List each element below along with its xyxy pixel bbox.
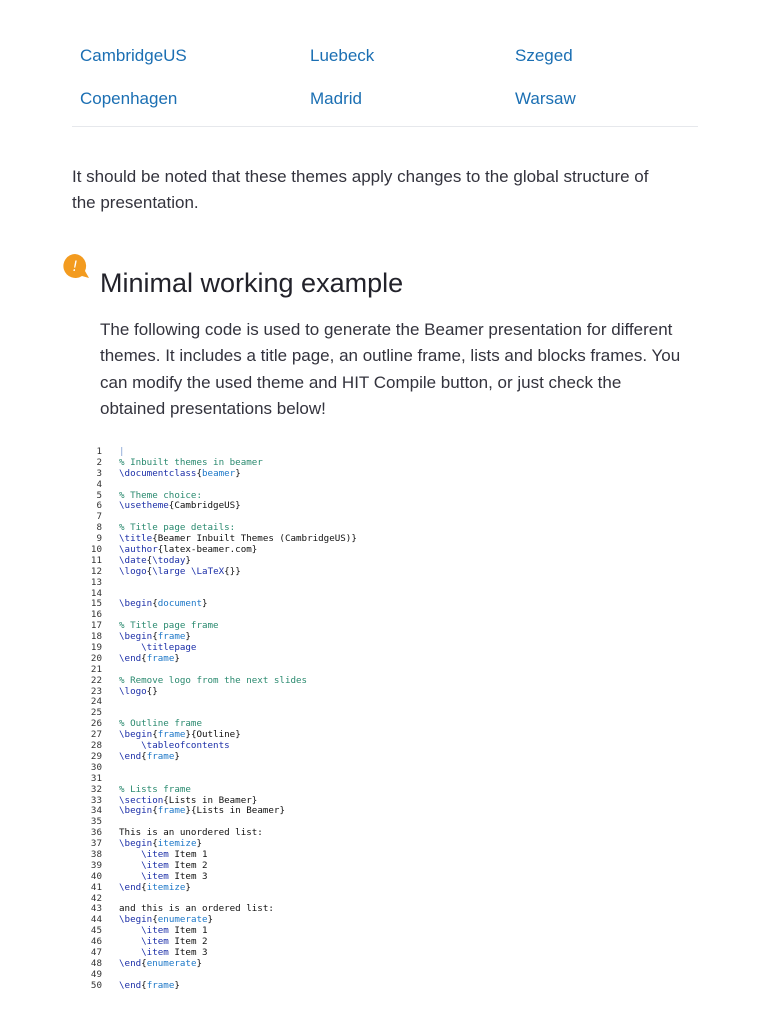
code-token: beamer (202, 467, 236, 479)
code-token: { (141, 979, 147, 989)
code-token: \begin (119, 729, 153, 741)
code-token (119, 849, 141, 860)
code-token: }{Lists in Beamer} (185, 805, 285, 817)
code-token: Item 1 (168, 925, 208, 937)
code-token: Item 3 (168, 870, 208, 882)
code-token (119, 936, 141, 947)
line-number: 2 (96, 456, 102, 468)
code-token: { (152, 805, 158, 817)
code-token: % Remove logo from the next slides (119, 674, 308, 686)
theme-link-madrid[interactable]: Madrid (310, 88, 362, 108)
code-token: {} (146, 685, 158, 697)
code-text (119, 806, 285, 817)
theme-link-copenhagen[interactable]: Copenhagen (80, 88, 178, 108)
code-token: } (174, 652, 180, 664)
line-number: 35 (90, 816, 102, 828)
line-number: 15 (90, 598, 102, 610)
code-token: \section (119, 794, 164, 806)
code-token: \author (119, 544, 158, 556)
code-token: % Outline frame (119, 718, 202, 730)
line-number: 17 (90, 620, 102, 632)
code-text (119, 687, 158, 698)
code-token: \usetheme (119, 500, 169, 512)
line-number: 20 (90, 652, 102, 664)
line-number: 10 (90, 544, 102, 556)
code-token: \date (119, 554, 147, 566)
line-number: 44 (90, 914, 102, 926)
code-token: document (157, 598, 203, 610)
code-text (119, 469, 241, 480)
code-token: \begin (119, 805, 153, 817)
line-number: 34 (90, 805, 102, 817)
code-token: \logo (119, 685, 147, 697)
code-token: frame (146, 750, 175, 762)
code-token: { (141, 750, 147, 762)
code-token: \end (119, 750, 142, 762)
line-number: 40 (90, 870, 102, 882)
code-token: { (196, 467, 202, 479)
code-token: Item 3 (168, 946, 208, 958)
code-token: { (152, 729, 158, 741)
line-number: 28 (90, 740, 102, 752)
code-token: \end (119, 979, 142, 989)
line-number: 45 (90, 925, 102, 937)
code-token: \tableofcontents (141, 740, 230, 752)
code-token: % Lists frame (119, 783, 191, 795)
line-number: 42 (90, 892, 102, 904)
code-token: \begin (119, 914, 153, 926)
line-number: 13 (90, 576, 102, 588)
code-line (82, 654, 682, 665)
line-number: 16 (90, 609, 102, 621)
code-token: { (152, 631, 158, 643)
code-token: enumerate (146, 957, 197, 969)
code-token: \today (152, 554, 186, 566)
themes-table (72, 34, 698, 127)
code-line (82, 806, 682, 817)
line-number: 19 (90, 642, 102, 654)
code-token (119, 740, 141, 751)
theme-link-warsaw[interactable]: Warsaw (515, 88, 576, 108)
code-token: { (152, 838, 158, 850)
code-token: \item (141, 946, 169, 958)
code-token: \end (119, 881, 142, 893)
code-token: \item (141, 936, 169, 948)
code-text (119, 883, 191, 894)
code-token: itemize (157, 838, 197, 850)
code-token: {latex-beamer.com} (157, 544, 258, 556)
code-token: Item 1 (168, 848, 208, 860)
code-editor[interactable] (82, 447, 682, 989)
code-token: } (185, 554, 191, 566)
code-line (82, 883, 682, 894)
code-token: \end (119, 957, 142, 969)
code-token: {Beamer Inbuilt Themes (CambridgeUS)} (152, 533, 357, 545)
section-intro: The following code is used to generate the Beamer presentation for different themes. It includes a title page, an outline frame, lists and blocks frames. You can modify the used theme and HIT Compile button, or just check the obtained presentations below! (100, 320, 681, 419)
line-number: 36 (90, 827, 102, 839)
code-token: frame (157, 729, 186, 741)
line-number: 39 (90, 859, 102, 871)
line-number: 24 (90, 696, 102, 708)
line-number: 4 (96, 478, 102, 490)
line-number: 27 (90, 729, 102, 741)
code-line (82, 469, 682, 480)
code-text (119, 599, 208, 610)
code-token: Item 2 (168, 936, 208, 948)
code-token: frame (157, 805, 186, 817)
line-number: 50 (90, 979, 102, 989)
code-token: } (196, 957, 203, 969)
line-number: 12 (90, 565, 102, 577)
theme-link-luebeck[interactable]: Luebeck (310, 45, 375, 65)
code-line (82, 959, 682, 970)
line-number: 3 (96, 467, 102, 479)
code-token (119, 947, 141, 958)
code-token: \begin (119, 598, 153, 610)
code-token: {Lists in Beamer} (163, 794, 258, 806)
code-token: itemize (146, 881, 186, 893)
code-token: } (174, 750, 180, 762)
theme-link-szeged[interactable]: Szeged (515, 45, 573, 65)
code-token: frame (146, 652, 175, 664)
code-token: % Title page frame (119, 620, 219, 632)
code-line (82, 676, 682, 687)
line-number: 37 (90, 838, 102, 850)
code-text (119, 752, 180, 763)
line-number: 8 (96, 522, 102, 534)
code-token: } (207, 914, 214, 926)
info-bubble-glyph: ! (72, 259, 78, 275)
code-token: \large (152, 565, 186, 577)
code-line (82, 763, 682, 774)
code-token: \item (141, 870, 169, 882)
code-token: } (185, 881, 191, 893)
line-number: 1 (96, 447, 102, 457)
code-token: \item (141, 925, 169, 937)
code-line (82, 567, 682, 578)
line-number: 41 (90, 881, 102, 893)
code-token: \begin (119, 631, 153, 643)
line-number: 18 (90, 631, 102, 643)
code-token: \title (119, 533, 153, 545)
code-token: frame (146, 979, 175, 989)
line-number: 7 (96, 511, 102, 523)
line-number: 33 (90, 794, 102, 806)
code-token: } (196, 838, 203, 850)
code-text (119, 654, 180, 665)
code-token: { (146, 554, 153, 566)
line-number: 30 (90, 761, 102, 773)
code-line (82, 578, 682, 589)
code-token: Item 2 (168, 859, 208, 871)
line-number: 9 (96, 533, 102, 545)
code-line (82, 981, 682, 989)
code-token (119, 871, 141, 882)
code-token (119, 860, 141, 871)
code-token: frame (157, 631, 186, 643)
line-number: 14 (90, 587, 102, 599)
code-token: % Title page details: (119, 522, 236, 534)
code-token: { (141, 881, 147, 893)
line-number: 21 (90, 663, 102, 675)
line-number: 49 (90, 968, 102, 980)
code-token (119, 642, 141, 653)
code-token: enumerate (157, 914, 208, 926)
code-token: \logo (119, 565, 147, 577)
line-number: 6 (96, 500, 102, 512)
line-number: 46 (90, 936, 102, 948)
info-bubble-icon[interactable] (62, 253, 90, 279)
theme-link-cambridgeus[interactable]: CambridgeUS (80, 45, 187, 65)
line-number: 29 (90, 750, 102, 762)
line-number: 43 (90, 903, 102, 915)
code-line (82, 697, 682, 708)
code-token: }{Outline} (185, 729, 241, 741)
code-token: { (152, 914, 158, 926)
code-token: | (119, 447, 125, 457)
code-text (119, 567, 241, 578)
code-text (119, 981, 180, 989)
code-token: and this is an ordered list: (119, 903, 274, 915)
line-number: 47 (90, 946, 102, 958)
line-number: 48 (90, 957, 102, 969)
code-token: \item (141, 848, 169, 860)
code-token: } (185, 631, 191, 643)
section-title: Minimal working example (100, 268, 404, 298)
code-line (82, 501, 682, 512)
code-token: } (235, 467, 241, 479)
code-token: } (174, 979, 180, 989)
code-token: {}} (224, 565, 241, 577)
code-token: \documentclass (119, 467, 197, 479)
code-token: { (141, 652, 147, 664)
line-number: 11 (90, 554, 102, 566)
code-text (119, 959, 202, 970)
line-number: 32 (90, 783, 102, 795)
code-token: \item (141, 859, 169, 871)
code-token: \begin (119, 838, 153, 850)
code-line (82, 752, 682, 763)
line-number: 31 (90, 772, 102, 784)
code-token (119, 925, 141, 936)
themes-note: It should be noted that these themes apply changes to the global structure of the presentation. (72, 167, 649, 212)
themes-row (72, 34, 698, 77)
code-line (82, 687, 682, 698)
code-token: % Inbuilt themes in beamer (119, 456, 263, 468)
line-number: 23 (90, 685, 102, 697)
code-token: \end (119, 652, 142, 664)
code-token: \LaTeX (190, 565, 225, 577)
code-line (82, 599, 682, 610)
line-number: 38 (90, 848, 102, 860)
line-number: 26 (90, 718, 102, 730)
code-token: } (202, 598, 208, 610)
code-text (119, 501, 241, 512)
themes-row (72, 77, 698, 120)
line-number: 25 (90, 707, 102, 719)
code-token: { (141, 957, 147, 969)
code-token: This is an unordered list: (119, 827, 263, 839)
line-number: 5 (96, 489, 102, 501)
code-token: {CambridgeUS} (168, 500, 241, 512)
code-token: \titlepage (141, 642, 197, 654)
line-number: 22 (90, 674, 102, 686)
code-token: % Theme choice: (119, 489, 202, 501)
code-token: { (152, 598, 158, 610)
code-token: { (146, 565, 153, 577)
